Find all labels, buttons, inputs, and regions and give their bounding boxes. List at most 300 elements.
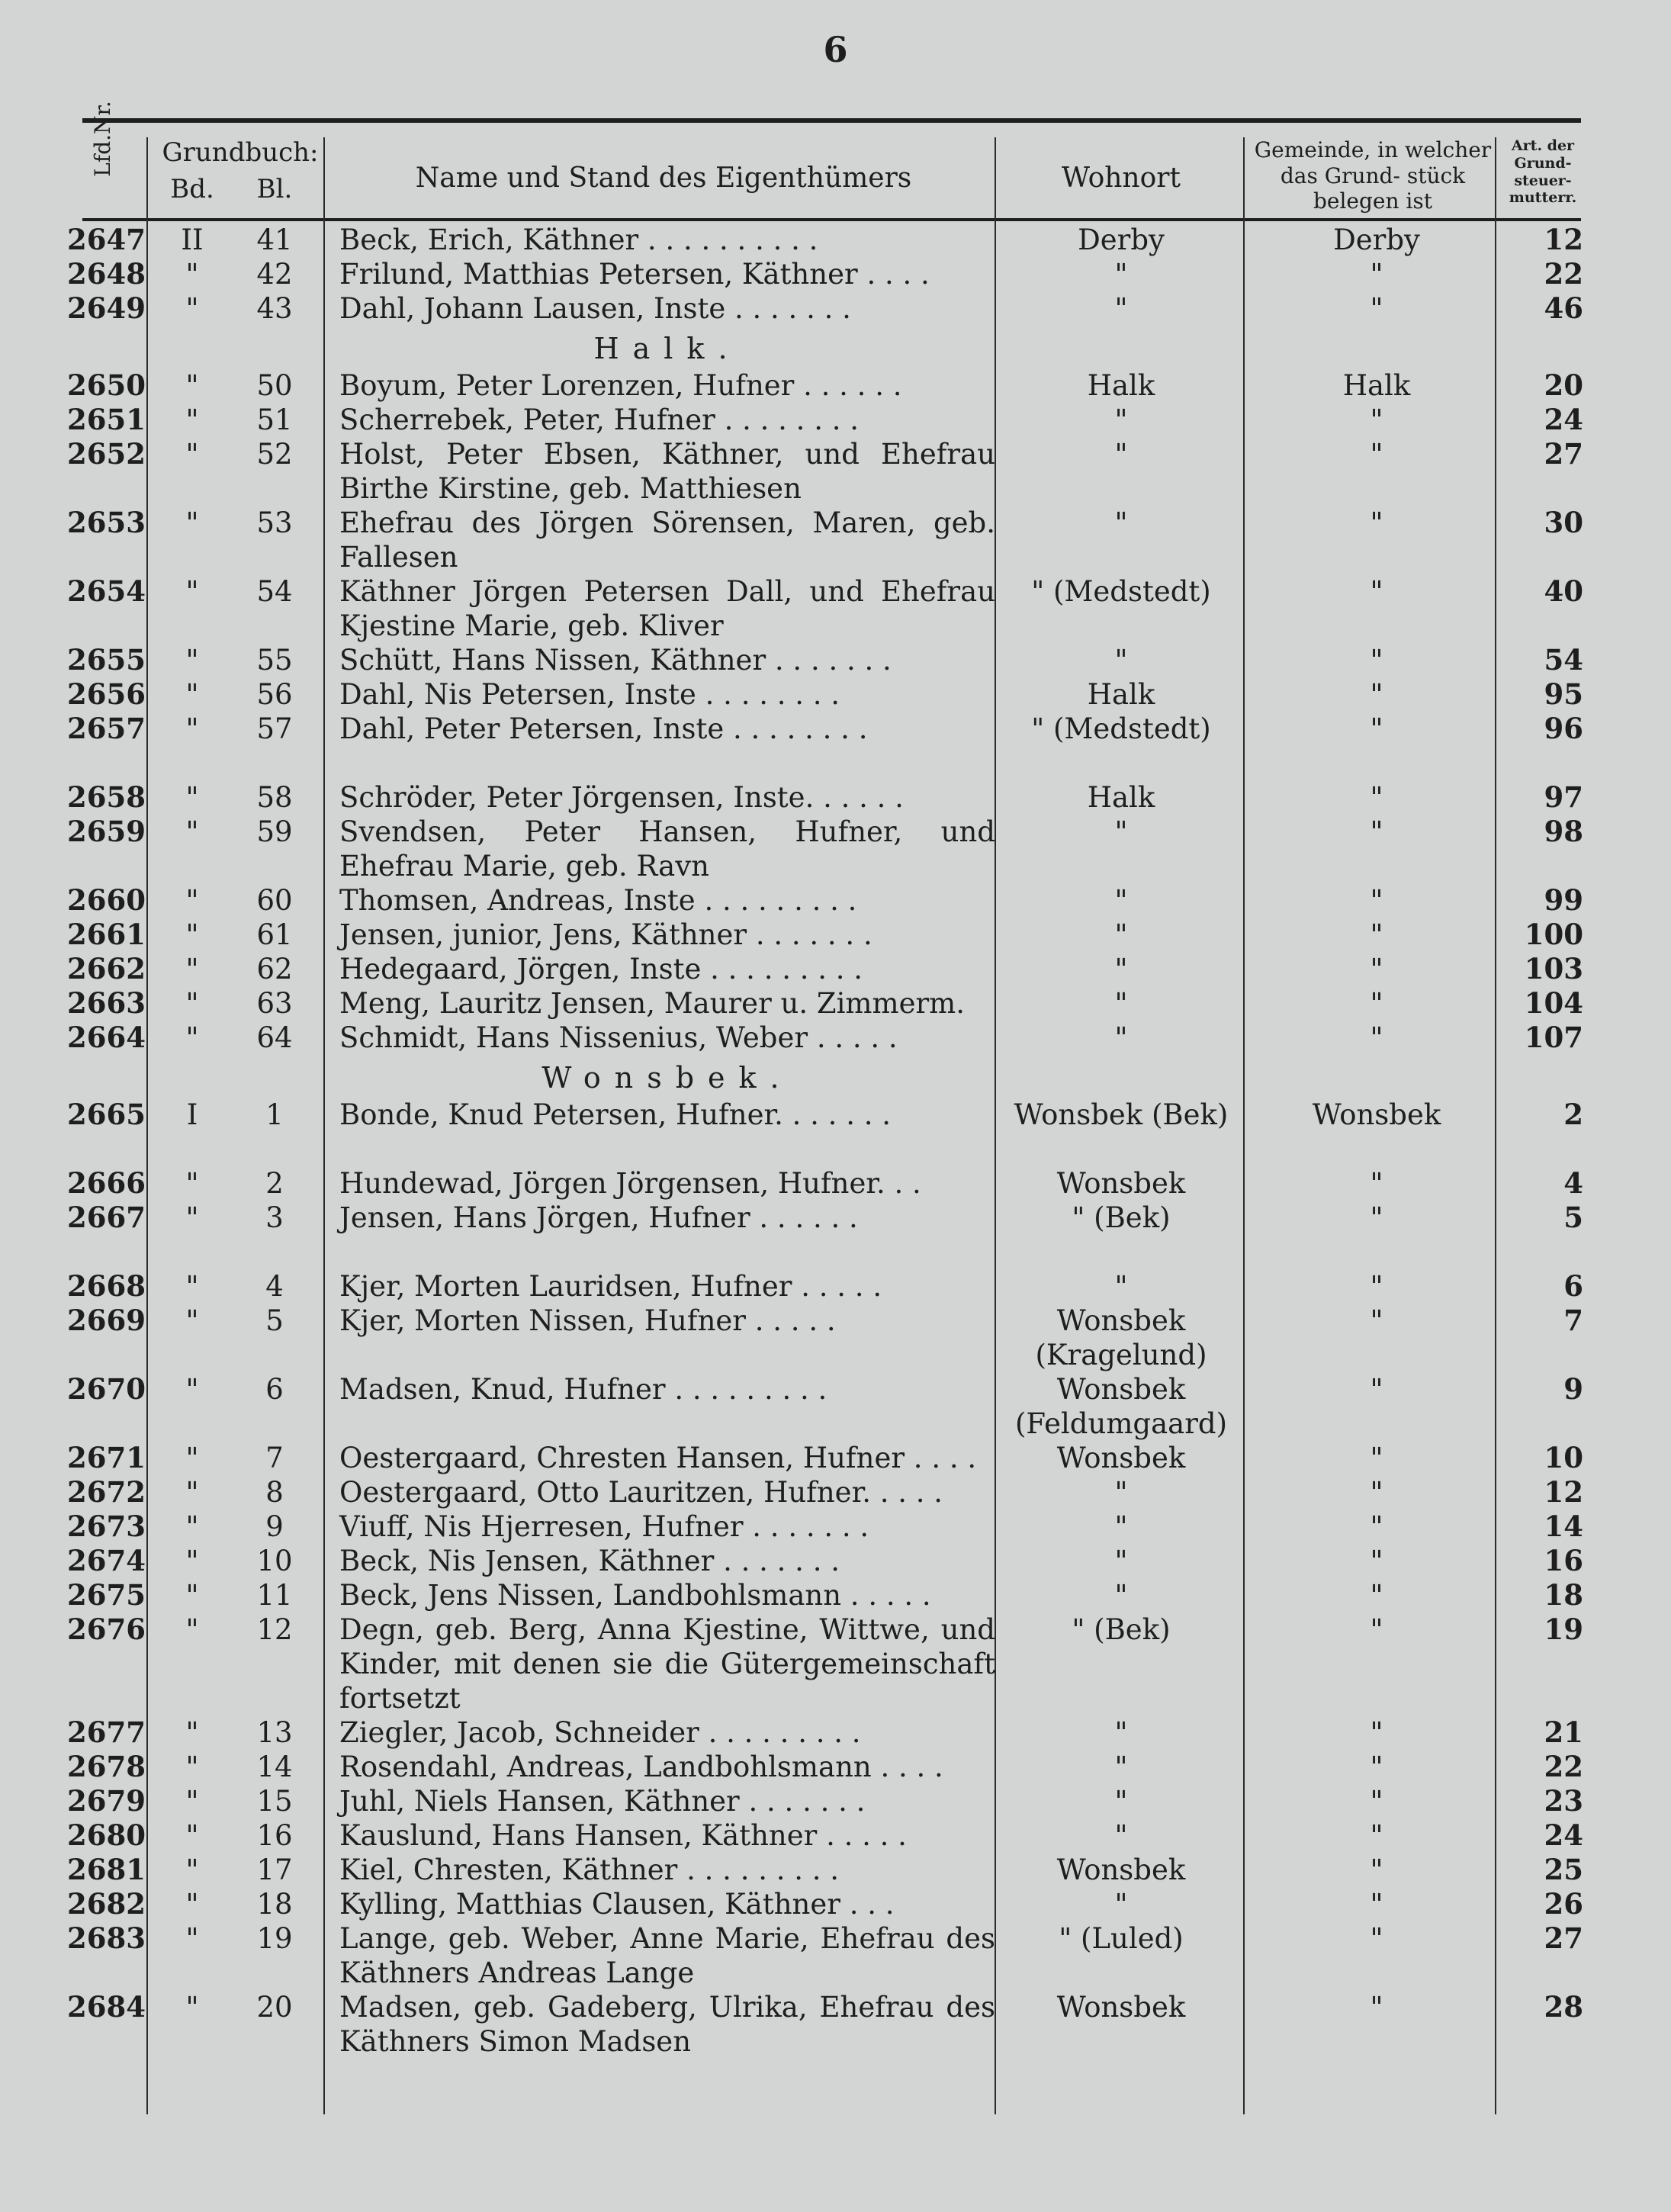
entry-number: 2661 bbox=[67, 918, 146, 951]
municipality: " bbox=[1370, 1854, 1383, 1886]
table-row bbox=[0, 1541, 1671, 1575]
entry-number: 2676 bbox=[67, 1612, 146, 1646]
entry-number: 2648 bbox=[67, 257, 146, 291]
blatt: 17 bbox=[256, 1854, 293, 1886]
band: " bbox=[185, 918, 199, 951]
municipality: " bbox=[1370, 403, 1383, 436]
residence: " bbox=[1114, 258, 1128, 291]
tax-article: 9 bbox=[1563, 1372, 1583, 1406]
section-heading bbox=[0, 323, 1671, 365]
owner-name: Hedegaard, Jörgen, Inste . . . . . . . . . bbox=[339, 953, 863, 985]
owner-name: Kauslund, Hans Hansen, Käthner . . . . . bbox=[339, 1819, 907, 1852]
residence: Wonsbek bbox=[1056, 1991, 1186, 2024]
table-row bbox=[0, 288, 1671, 323]
blatt: 54 bbox=[256, 575, 293, 608]
owner-name: Boyum, Peter Lorenzen, Hufner . . . . . . bbox=[339, 369, 902, 402]
table-row bbox=[0, 1438, 1671, 1472]
owner-name: Kjer, Morten Lauridsen, Hufner . . . . . bbox=[339, 1270, 882, 1303]
band: " bbox=[185, 644, 199, 677]
table-row bbox=[0, 640, 1671, 677]
band: " bbox=[185, 1021, 199, 1054]
tax-article: 98 bbox=[1544, 815, 1583, 848]
owner-name: Dahl, Johann Lausen, Inste . . . . . . . bbox=[339, 292, 851, 325]
residence: Wonsbek (Bek) bbox=[1014, 1098, 1229, 1131]
table-row bbox=[0, 1850, 1671, 1884]
table-row bbox=[0, 1609, 1671, 1715]
municipality: " bbox=[1370, 781, 1383, 814]
municipality: " bbox=[1370, 884, 1383, 917]
tax-article: 21 bbox=[1544, 1715, 1583, 1749]
tax-article: 99 bbox=[1544, 883, 1583, 917]
band: " bbox=[185, 438, 199, 471]
tax-article: 100 bbox=[1524, 918, 1583, 951]
band: " bbox=[185, 1888, 199, 1921]
blatt: 8 bbox=[265, 1476, 284, 1509]
band: " bbox=[185, 1476, 199, 1509]
blatt: 5 bbox=[265, 1304, 284, 1337]
owner-name: Juhl, Niels Hansen, Käthner . . . . . . . bbox=[339, 1785, 866, 1818]
entry-number: 2649 bbox=[67, 291, 146, 325]
residence: Wonsbek (Kragelund) bbox=[1035, 1304, 1207, 1371]
owner-name: Schmidt, Hans Nissenius, Weber . . . . . bbox=[339, 1021, 898, 1054]
residence: " bbox=[1114, 987, 1128, 1020]
tax-article: 22 bbox=[1544, 257, 1583, 291]
table-row bbox=[0, 880, 1671, 915]
entry-number: 2668 bbox=[67, 1269, 146, 1303]
residence: Derby bbox=[1078, 223, 1165, 256]
band: " bbox=[185, 1270, 199, 1303]
entry-number: 2663 bbox=[67, 986, 146, 1020]
blatt: 4 bbox=[265, 1270, 284, 1303]
entry-number: 2684 bbox=[67, 1990, 146, 2024]
residence: Wonsbek bbox=[1056, 1167, 1186, 1200]
blatt: 2 bbox=[265, 1167, 284, 1200]
band: " bbox=[185, 1442, 199, 1474]
blatt: 43 bbox=[256, 292, 293, 325]
page-number: 6 bbox=[823, 29, 848, 70]
table-row bbox=[0, 400, 1671, 434]
blatt: 42 bbox=[256, 258, 293, 291]
owner-name: Dahl, Peter Petersen, Inste . . . . . . . . bbox=[339, 712, 868, 745]
table-row bbox=[0, 1815, 1671, 1850]
municipality: " bbox=[1370, 1579, 1383, 1612]
tax-article: 107 bbox=[1524, 1021, 1583, 1054]
blatt: 41 bbox=[256, 223, 293, 256]
owner-name: Schröder, Peter Jörgensen, Inste. . . . . . bbox=[339, 781, 904, 814]
municipality: " bbox=[1370, 1476, 1383, 1509]
table-row bbox=[0, 709, 1671, 777]
entry-number: 2679 bbox=[67, 1784, 146, 1818]
blatt: 60 bbox=[256, 884, 293, 917]
owner-name: Jensen, Hans Jörgen, Hufner . . . . . . bbox=[339, 1201, 858, 1234]
band: " bbox=[185, 575, 199, 608]
owner-name: Oestergaard, Otto Lauritzen, Hufner. . . . . bbox=[339, 1476, 943, 1509]
blatt: 52 bbox=[256, 438, 293, 471]
table-row bbox=[0, 503, 1671, 574]
entry-number: 2660 bbox=[67, 883, 146, 917]
municipality: " bbox=[1370, 644, 1383, 677]
band: " bbox=[185, 987, 199, 1020]
header-wohnort: Wohnort bbox=[1062, 162, 1181, 194]
tax-article: 27 bbox=[1544, 1921, 1583, 1955]
tax-article: 22 bbox=[1544, 1750, 1583, 1783]
blatt: 14 bbox=[256, 1751, 293, 1783]
blatt: 18 bbox=[256, 1888, 293, 1921]
tax-article: 28 bbox=[1544, 1990, 1583, 2024]
band: " bbox=[185, 1613, 199, 1646]
municipality: " bbox=[1370, 1819, 1383, 1852]
municipality: " bbox=[1370, 1613, 1383, 1646]
band: " bbox=[185, 1785, 199, 1818]
entry-number: 2656 bbox=[67, 677, 146, 711]
band: " bbox=[185, 1167, 199, 1200]
municipality: " bbox=[1370, 1201, 1383, 1234]
tax-article: 16 bbox=[1544, 1544, 1583, 1577]
header-art: Art. der Grund- steuer- mutterr. bbox=[1509, 137, 1577, 207]
owner-name: Oestergaard, Chresten Hansen, Hufner . . . . bbox=[339, 1442, 977, 1474]
entry-number: 2683 bbox=[67, 1921, 146, 1955]
table-row bbox=[0, 1506, 1671, 1541]
table-row bbox=[0, 812, 1671, 883]
band: " bbox=[185, 1510, 199, 1543]
municipality: " bbox=[1370, 1510, 1383, 1543]
entry-number: 2682 bbox=[67, 1887, 146, 1921]
entry-number: 2651 bbox=[67, 403, 146, 436]
band: " bbox=[185, 1373, 199, 1406]
band: " bbox=[185, 678, 199, 711]
entry-number: 2647 bbox=[67, 223, 146, 256]
header-grundbuch: Grundbuch: bbox=[162, 137, 319, 168]
residence: Wonsbek bbox=[1056, 1442, 1186, 1474]
owner-name: Degn, geb. Berg, Anna Kjestine, Wittwe, und Kinder, mit denen sie die Gütergemeinschaft fortsetzt bbox=[339, 1613, 995, 1715]
table-row bbox=[0, 1987, 1671, 2056]
tax-article: 95 bbox=[1544, 677, 1583, 711]
residence: " bbox=[1114, 1579, 1128, 1612]
header-bl: Bl. bbox=[256, 174, 293, 204]
table-row bbox=[0, 254, 1671, 291]
blatt: 13 bbox=[256, 1716, 293, 1749]
municipality: " bbox=[1370, 575, 1383, 608]
residence: " bbox=[1114, 815, 1128, 848]
band: " bbox=[185, 292, 199, 325]
municipality: " bbox=[1370, 1442, 1383, 1474]
residence: " bbox=[1114, 1476, 1128, 1509]
entry-number: 2652 bbox=[67, 437, 146, 471]
entry-number: 2666 bbox=[67, 1166, 146, 1200]
owner-name: Rosendahl, Andreas, Landbohlsmann . . . . bbox=[339, 1751, 943, 1783]
blatt: 62 bbox=[256, 953, 293, 985]
band: " bbox=[185, 1716, 199, 1749]
blatt: 20 bbox=[256, 1991, 293, 2024]
tax-article: 103 bbox=[1524, 952, 1583, 985]
municipality: " bbox=[1370, 438, 1383, 471]
tax-article: 10 bbox=[1544, 1441, 1583, 1474]
owner-name: Madsen, geb. Gadeberg, Ulrika, Ehefrau des Käthners Simon Madsen bbox=[339, 1991, 995, 2058]
blatt: 61 bbox=[256, 918, 293, 951]
tax-article: 25 bbox=[1544, 1853, 1583, 1886]
municipality: " bbox=[1370, 1270, 1383, 1303]
blatt: 19 bbox=[256, 1922, 293, 1955]
municipality: " bbox=[1370, 1888, 1383, 1921]
residence: " bbox=[1114, 1545, 1128, 1577]
table-row bbox=[0, 915, 1671, 949]
entry-number: 2657 bbox=[67, 712, 146, 745]
residence: " bbox=[1114, 438, 1128, 471]
owner-name: Beck, Erich, Käthner . . . . . . . . . . bbox=[339, 223, 818, 256]
entry-number: 2653 bbox=[67, 506, 146, 539]
residence: " bbox=[1114, 1751, 1128, 1783]
owner-name: Holst, Peter Ebsen, Käthner, und Ehefrau Birthe Kirstine, geb. Matthiesen bbox=[339, 438, 995, 505]
municipality: " bbox=[1370, 678, 1383, 711]
residence: " (Medstedt) bbox=[1031, 712, 1211, 745]
entry-number: 2672 bbox=[67, 1475, 146, 1509]
owner-name: Ehefrau des Jörgen Sörensen, Maren, geb. Fallesen bbox=[339, 506, 995, 574]
blatt: 11 bbox=[256, 1579, 293, 1612]
owner-name: Ziegler, Jacob, Schneider . . . . . . . . . bbox=[339, 1716, 861, 1749]
owner-name: Schütt, Hans Nissen, Käthner . . . . . . . bbox=[339, 644, 892, 677]
entry-number: 2662 bbox=[67, 952, 146, 985]
residence: " (Medstedt) bbox=[1031, 575, 1211, 608]
band: " bbox=[185, 1545, 199, 1577]
residence: " (Bek) bbox=[1072, 1201, 1171, 1234]
top-rule bbox=[82, 118, 1581, 123]
residence: " bbox=[1114, 506, 1128, 539]
table-row bbox=[0, 1472, 1671, 1509]
municipality: Wonsbek bbox=[1312, 1098, 1441, 1131]
band: " bbox=[185, 258, 199, 291]
band: " bbox=[185, 1304, 199, 1337]
entry-number: 2667 bbox=[67, 1201, 146, 1234]
table-row bbox=[0, 365, 1671, 400]
entry-number: 2669 bbox=[67, 1304, 146, 1337]
residence: " bbox=[1114, 884, 1128, 917]
tax-article: 19 bbox=[1544, 1612, 1583, 1646]
residence: Halk bbox=[1087, 369, 1155, 402]
residence: Halk bbox=[1087, 678, 1155, 711]
entry-number: 2655 bbox=[67, 643, 146, 677]
blatt: 63 bbox=[256, 987, 293, 1020]
table-row bbox=[0, 1301, 1671, 1369]
band: " bbox=[185, 953, 199, 985]
municipality: " bbox=[1370, 1922, 1383, 1955]
entry-number: 2677 bbox=[67, 1715, 146, 1749]
residence: " bbox=[1114, 403, 1128, 436]
residence: " bbox=[1114, 644, 1128, 677]
blatt: 12 bbox=[256, 1613, 293, 1646]
blatt: 1 bbox=[265, 1098, 284, 1131]
municipality: " bbox=[1370, 1785, 1383, 1818]
table-row bbox=[0, 949, 1671, 983]
residence: Wonsbek bbox=[1056, 1854, 1186, 1886]
table-row bbox=[0, 1369, 1671, 1438]
owner-name: Bonde, Knud Petersen, Hufner. . . . . . . bbox=[339, 1098, 891, 1131]
owner-name: Meng, Lauritz Jensen, Maurer u. Zimmerm. bbox=[339, 987, 966, 1020]
municipality: " bbox=[1370, 953, 1383, 985]
band: II bbox=[181, 223, 204, 256]
municipality: " bbox=[1370, 1991, 1383, 2024]
owner-name: Svendsen, Peter Hansen, Hufner, und Ehefrau Marie, geb. Ravn bbox=[339, 815, 995, 883]
residence: Halk bbox=[1087, 781, 1155, 814]
tax-article: 40 bbox=[1544, 574, 1583, 608]
table-row bbox=[0, 571, 1671, 640]
municipality: " bbox=[1370, 506, 1383, 539]
municipality: " bbox=[1370, 1167, 1383, 1200]
residence: " bbox=[1114, 1819, 1128, 1852]
table-row bbox=[0, 674, 1671, 709]
entry-number: 2680 bbox=[67, 1818, 146, 1852]
blatt: 56 bbox=[256, 678, 293, 711]
owner-name: Beck, Nis Jensen, Käthner . . . . . . . bbox=[339, 1545, 840, 1577]
owner-name: Käthner Jörgen Petersen Dall, und Ehefrau Kjestine Marie, geb. Kliver bbox=[339, 575, 995, 642]
municipality: " bbox=[1370, 918, 1383, 951]
owner-name: Thomsen, Andreas, Inste . . . . . . . . . bbox=[339, 884, 857, 917]
municipality: Halk bbox=[1342, 369, 1411, 402]
residence: " bbox=[1114, 1510, 1128, 1543]
band: " bbox=[185, 1922, 199, 1955]
residence: " (Luled) bbox=[1059, 1922, 1184, 1955]
owner-name: Beck, Jens Nissen, Landbohlsmann . . . . . bbox=[339, 1579, 931, 1612]
band: " bbox=[185, 1854, 199, 1886]
owner-name: Jensen, junior, Jens, Käthner . . . . . . . bbox=[339, 918, 872, 951]
municipality: " bbox=[1370, 815, 1383, 848]
blatt: 9 bbox=[265, 1510, 284, 1543]
residence: " bbox=[1114, 1716, 1128, 1749]
municipality: " bbox=[1370, 1751, 1383, 1783]
blatt: 15 bbox=[256, 1785, 293, 1818]
table-row bbox=[0, 983, 1671, 1018]
entry-number: 2665 bbox=[67, 1098, 146, 1131]
section-heading bbox=[0, 1052, 1671, 1095]
owner-name: Dahl, Nis Petersen, Inste . . . . . . . . bbox=[339, 678, 840, 711]
entry-number: 2671 bbox=[67, 1441, 146, 1474]
section-title: Wonsbek. bbox=[541, 1061, 793, 1095]
tax-article: 24 bbox=[1544, 403, 1583, 436]
tax-article: 96 bbox=[1544, 712, 1583, 745]
band: I bbox=[186, 1098, 198, 1131]
blatt: 7 bbox=[265, 1442, 284, 1474]
band: " bbox=[185, 1579, 199, 1612]
entry-number: 2674 bbox=[67, 1544, 146, 1577]
table-row bbox=[0, 1918, 1671, 1987]
municipality: " bbox=[1370, 292, 1383, 325]
section-title: Halk. bbox=[593, 332, 741, 365]
table-row bbox=[0, 1018, 1671, 1052]
tax-article: 12 bbox=[1544, 1475, 1583, 1509]
owner-name: Kjer, Morten Nissen, Hufner . . . . . bbox=[339, 1304, 836, 1337]
owner-name: Madsen, Knud, Hufner . . . . . . . . . bbox=[339, 1373, 827, 1406]
tax-article: 30 bbox=[1544, 506, 1583, 539]
tax-article: 23 bbox=[1544, 1784, 1583, 1818]
owner-name: Lange, geb. Weber, Anne Marie, Ehefrau des Käthners Andreas Lange bbox=[339, 1922, 995, 1989]
municipality: " bbox=[1370, 258, 1383, 291]
tax-article: 46 bbox=[1544, 291, 1583, 325]
tax-article: 27 bbox=[1544, 437, 1583, 471]
table-row bbox=[0, 220, 1671, 254]
owner-name: Kiel, Chresten, Käthner . . . . . . . . . bbox=[339, 1854, 840, 1886]
entry-number: 2654 bbox=[67, 574, 146, 608]
table-row bbox=[0, 1747, 1671, 1781]
residence: " bbox=[1114, 292, 1128, 325]
tax-article: 12 bbox=[1544, 223, 1583, 256]
residence: " bbox=[1114, 953, 1128, 985]
residence: " (Bek) bbox=[1072, 1613, 1171, 1646]
table-row bbox=[0, 1712, 1671, 1747]
blatt: 3 bbox=[265, 1201, 284, 1234]
header-name: Name und Stand des Eigenthümers bbox=[415, 162, 912, 194]
residence: " bbox=[1114, 1888, 1128, 1921]
table-row bbox=[0, 1266, 1671, 1301]
tax-article: 2 bbox=[1563, 1098, 1583, 1131]
tax-article: 6 bbox=[1563, 1269, 1583, 1303]
table-row bbox=[0, 434, 1671, 503]
band: " bbox=[185, 403, 199, 436]
table-row bbox=[0, 1198, 1671, 1266]
tax-article: 97 bbox=[1544, 780, 1583, 814]
entry-number: 2678 bbox=[67, 1750, 146, 1783]
band: " bbox=[185, 815, 199, 848]
residence: " bbox=[1114, 1021, 1128, 1054]
table-row bbox=[0, 1095, 1671, 1163]
tax-article: 24 bbox=[1544, 1818, 1583, 1852]
owner-name: Frilund, Matthias Petersen, Käthner . . . . bbox=[339, 258, 930, 291]
municipality: " bbox=[1370, 712, 1383, 745]
table-row bbox=[0, 1575, 1671, 1612]
band: " bbox=[185, 781, 199, 814]
band: " bbox=[185, 369, 199, 402]
band: " bbox=[185, 712, 199, 745]
owner-name: Scherrebek, Peter, Hufner . . . . . . . . bbox=[339, 403, 860, 436]
entry-number: 2675 bbox=[67, 1578, 146, 1612]
table-row bbox=[0, 1781, 1671, 1818]
entry-number: 2650 bbox=[67, 368, 146, 402]
band: " bbox=[185, 1201, 199, 1234]
entry-number: 2664 bbox=[67, 1021, 146, 1054]
blatt: 6 bbox=[265, 1373, 284, 1406]
header-nr: Lfd.Nr. bbox=[90, 101, 115, 177]
owner-name: Viuff, Nis Hjerresen, Hufner . . . . . . . bbox=[339, 1510, 869, 1543]
entry-number: 2658 bbox=[67, 780, 146, 814]
register-rows bbox=[0, 220, 1671, 2056]
table-row bbox=[0, 777, 1671, 812]
tax-article: 54 bbox=[1544, 643, 1583, 677]
municipality: " bbox=[1370, 1304, 1383, 1337]
band: " bbox=[185, 884, 199, 917]
blatt: 53 bbox=[256, 506, 293, 539]
band: " bbox=[185, 1751, 199, 1783]
municipality: Derby bbox=[1333, 223, 1420, 256]
residence: " bbox=[1114, 1785, 1128, 1818]
residence: " bbox=[1114, 918, 1128, 951]
blatt: 55 bbox=[256, 644, 293, 677]
municipality: " bbox=[1370, 1716, 1383, 1749]
entry-number: 2673 bbox=[67, 1509, 146, 1543]
tax-article: 7 bbox=[1563, 1304, 1583, 1337]
owner-name: Hundewad, Jörgen Jörgensen, Hufner. . . bbox=[339, 1167, 921, 1200]
residence: " bbox=[1114, 1270, 1128, 1303]
tax-article: 5 bbox=[1563, 1201, 1583, 1234]
blatt: 57 bbox=[256, 712, 293, 745]
blatt: 10 bbox=[256, 1545, 293, 1577]
tax-article: 18 bbox=[1544, 1578, 1583, 1612]
band: " bbox=[185, 1991, 199, 2024]
municipality: " bbox=[1370, 1545, 1383, 1577]
entry-number: 2659 bbox=[67, 815, 146, 848]
blatt: 50 bbox=[256, 369, 293, 402]
table-row bbox=[0, 1884, 1671, 1921]
blatt: 58 bbox=[256, 781, 293, 814]
blatt: 51 bbox=[256, 403, 293, 436]
blatt: 16 bbox=[256, 1819, 293, 1852]
